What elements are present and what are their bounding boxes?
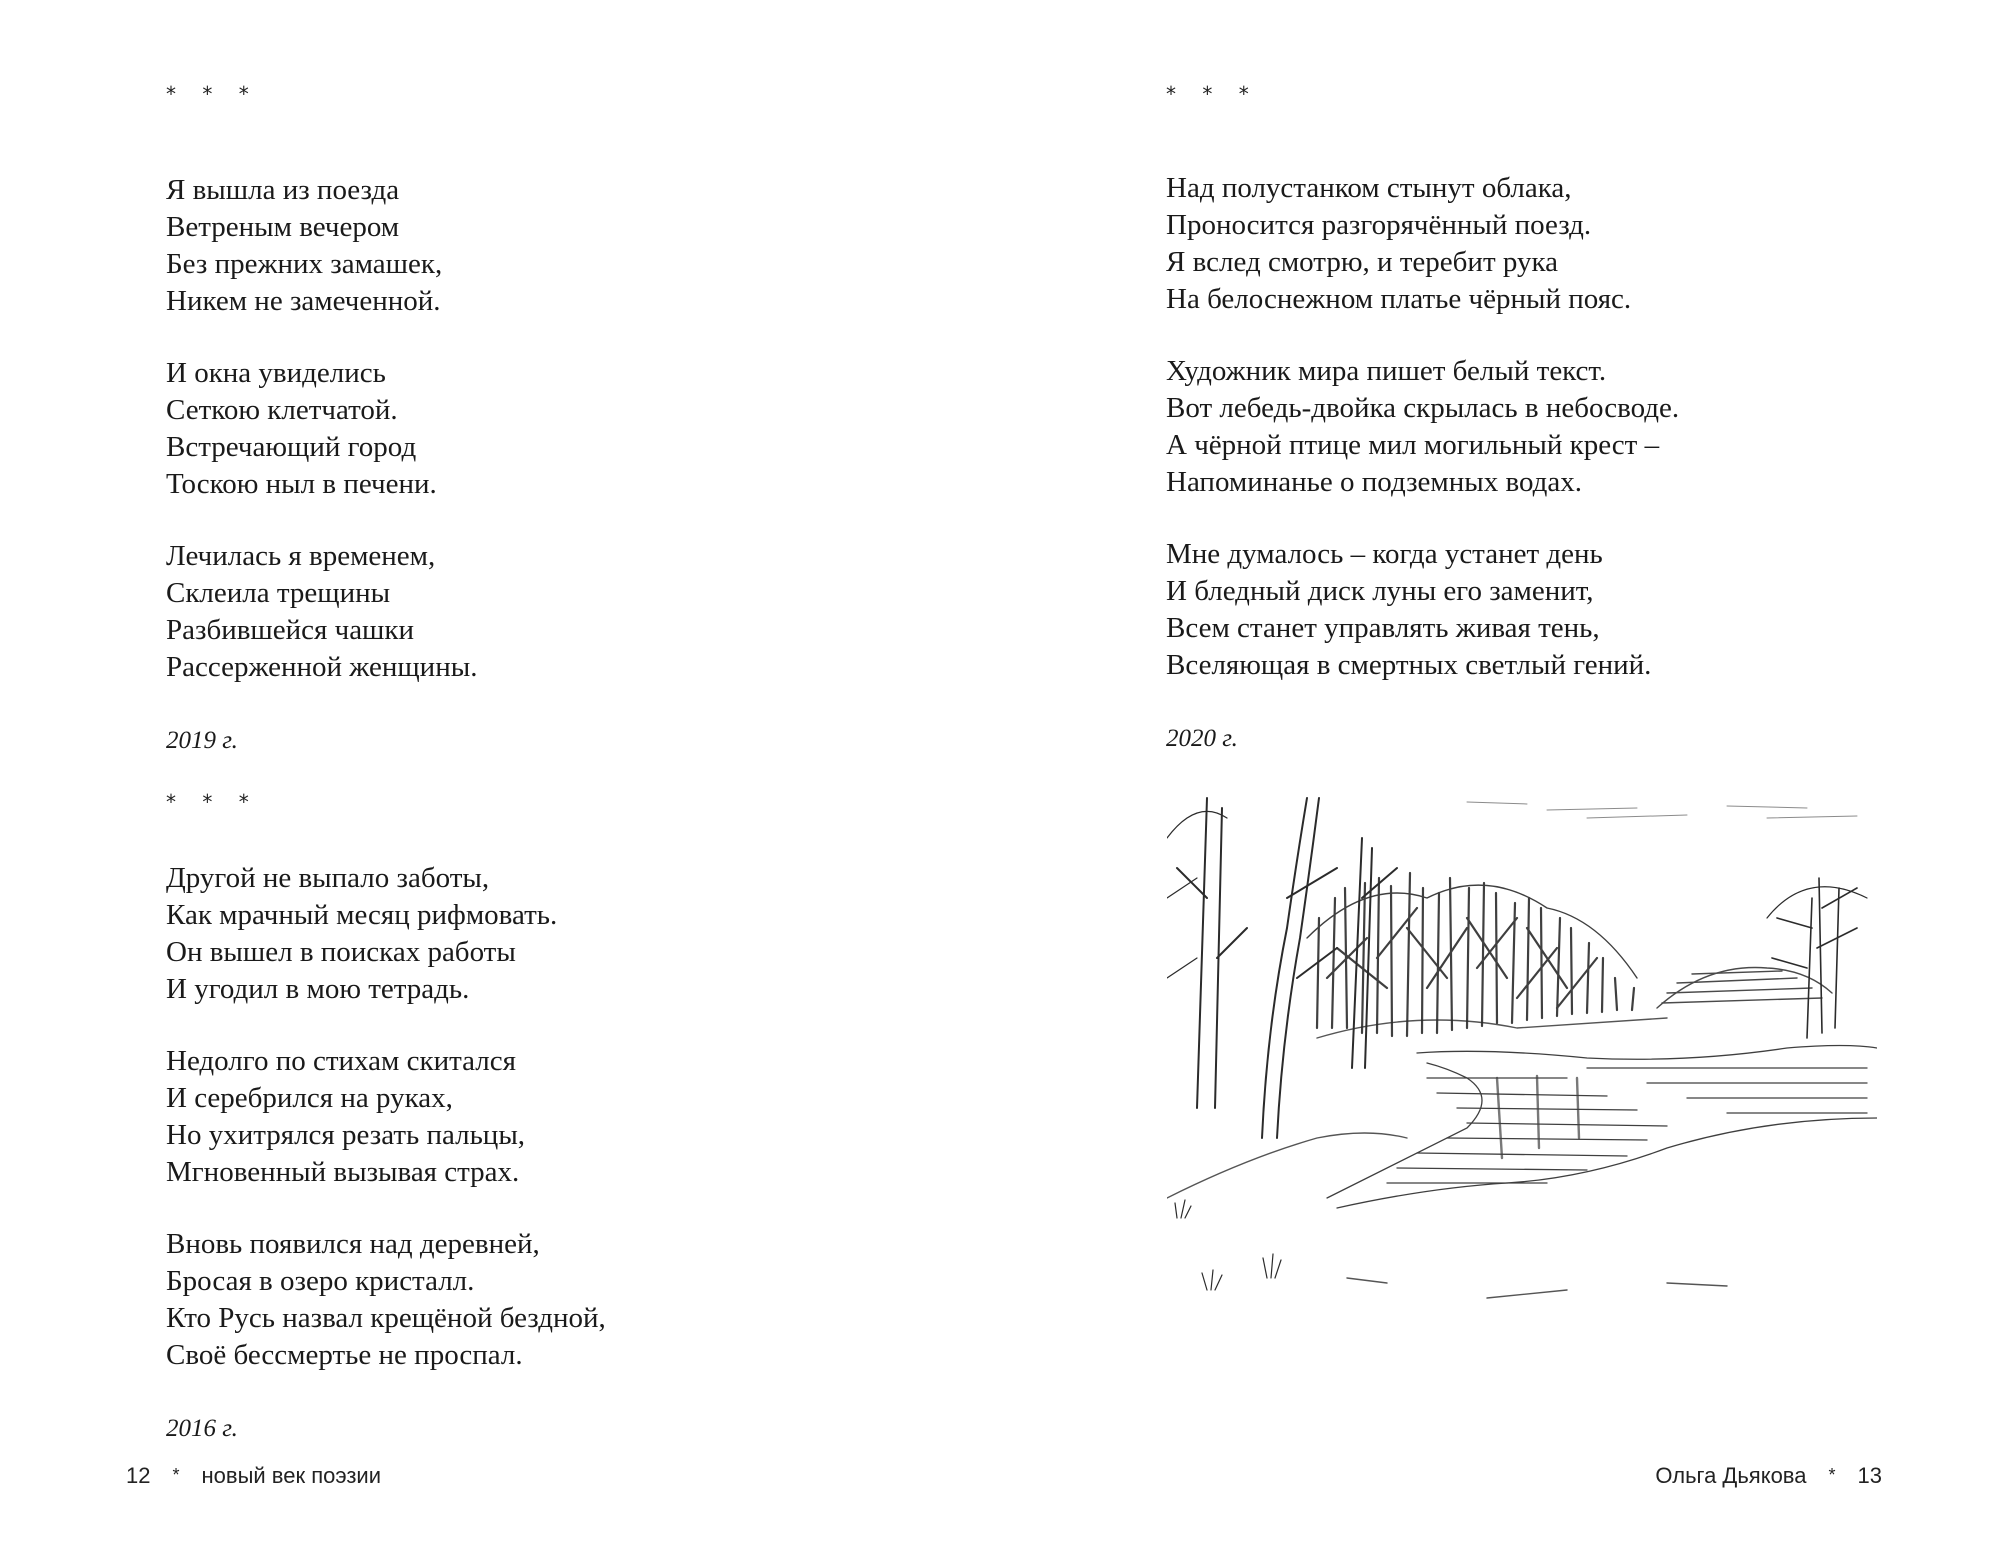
poem-line: Бросая в озеро кристалл. xyxy=(166,1265,475,1297)
poem-year: 2019 г. xyxy=(166,727,238,754)
stanza xyxy=(166,355,477,503)
page-number: 12 xyxy=(126,1463,151,1488)
poem-line: Сеткою клетчатой. xyxy=(166,394,398,426)
stanza xyxy=(1166,536,1679,684)
stars-divider: * * * xyxy=(166,82,259,106)
poem-line: Проносится разгорячённый поезд. xyxy=(1166,209,1592,241)
poem-line: И окна увиделись xyxy=(166,357,386,389)
poem-line: Никем не замеченной. xyxy=(166,285,441,317)
poem-line: И угодил в мою тетрадь. xyxy=(166,973,470,1005)
poem-line: Художник мира пишет белый текст. xyxy=(1166,355,1607,387)
poem-line: Без прежних замашек, xyxy=(166,248,443,280)
grass-tufts xyxy=(1175,1200,1281,1290)
poem-line: Рассерженной женщины. xyxy=(166,651,478,683)
poem-line: Мне думалось – когда устанет день xyxy=(1166,538,1603,570)
poem-line: Над полустанком стынут облака, xyxy=(1166,172,1572,204)
page-number: 13 xyxy=(1857,1463,1882,1488)
author-name: Ольга Дьякова xyxy=(1655,1463,1807,1488)
stanza xyxy=(1166,170,1679,318)
poem-line: Ветреным вечером xyxy=(166,211,400,243)
poem-line: Своё бессмертье не проспал. xyxy=(166,1339,523,1371)
page-footer-left xyxy=(126,1462,381,1489)
stanza xyxy=(166,1226,606,1374)
sky-strokes xyxy=(1467,802,1857,818)
poem xyxy=(1166,84,1679,754)
poem-line: Склеила трещины xyxy=(166,577,391,609)
poem-line: Вновь появился над деревней, xyxy=(166,1228,540,1260)
poem-line: Недолго по стихам скитался xyxy=(166,1045,516,1077)
poem-line: Я вслед смотрю, и теребит рука xyxy=(1166,246,1559,278)
poem-line: И бледный диск луны его заменит, xyxy=(1166,575,1594,607)
poem-line: Вселяющая в смертных светлый гений. xyxy=(1166,649,1652,681)
stanza xyxy=(166,1043,606,1191)
poem-year: 2020 г. xyxy=(1166,725,1238,752)
footer-separator: * xyxy=(1828,1465,1836,1485)
poem-line: А чёрной птице мил могильный крест – xyxy=(1166,429,1660,461)
poem-line: Всем станет управлять живая тень, xyxy=(1166,612,1600,644)
river xyxy=(1327,1046,1877,1209)
poem-line: Я вышла из поезда xyxy=(166,174,400,206)
poem-year: 2016 г. xyxy=(166,1415,238,1442)
stars-divider: * * * xyxy=(166,790,259,814)
poem xyxy=(166,792,606,1444)
poem-line: На белоснежном платье чёрный пояс. xyxy=(1166,283,1632,315)
poem-line: Кто Русь назвал крещёной бездной, xyxy=(166,1302,606,1334)
snow-banks xyxy=(1167,1018,1727,1298)
poem-line: Разбившейся чашки xyxy=(166,614,415,646)
stanza xyxy=(166,538,477,686)
poem-line: Мгновенный вызывая страх. xyxy=(166,1156,520,1188)
landscape-sketch-illustration xyxy=(1167,778,1877,1303)
poem-line: Другой не выпало заботы, xyxy=(166,862,490,894)
poem xyxy=(166,84,477,756)
page-footer-right xyxy=(1655,1462,1882,1489)
footer-separator: * xyxy=(172,1465,180,1485)
series-title: новый век поэзии xyxy=(201,1463,381,1488)
poem-line: Встречающий город xyxy=(166,431,417,463)
poem-line: Он вышел в поисках работы xyxy=(166,936,516,968)
stars-divider: * * * xyxy=(1166,82,1259,106)
right-trees xyxy=(1767,878,1867,1038)
poem-line: И серебрился на руках, xyxy=(166,1082,453,1114)
poem-line: Напоминанье о подземных водах. xyxy=(1166,466,1583,498)
stanza xyxy=(166,172,477,320)
distant-hill xyxy=(1657,968,1832,1009)
poem-line: Как мрачный месяц рифмовать. xyxy=(166,899,558,931)
poem-line: Вот лебедь-двойка скрылась в небосводе. xyxy=(1166,392,1680,424)
poem-line: Но ухитрялся резать пальцы, xyxy=(166,1119,526,1151)
poem-line: Лечилась я временем, xyxy=(166,540,436,572)
stanza xyxy=(166,860,606,1008)
stanza xyxy=(1166,353,1679,501)
poem-line: Тоскою ныл в печени. xyxy=(166,468,437,500)
